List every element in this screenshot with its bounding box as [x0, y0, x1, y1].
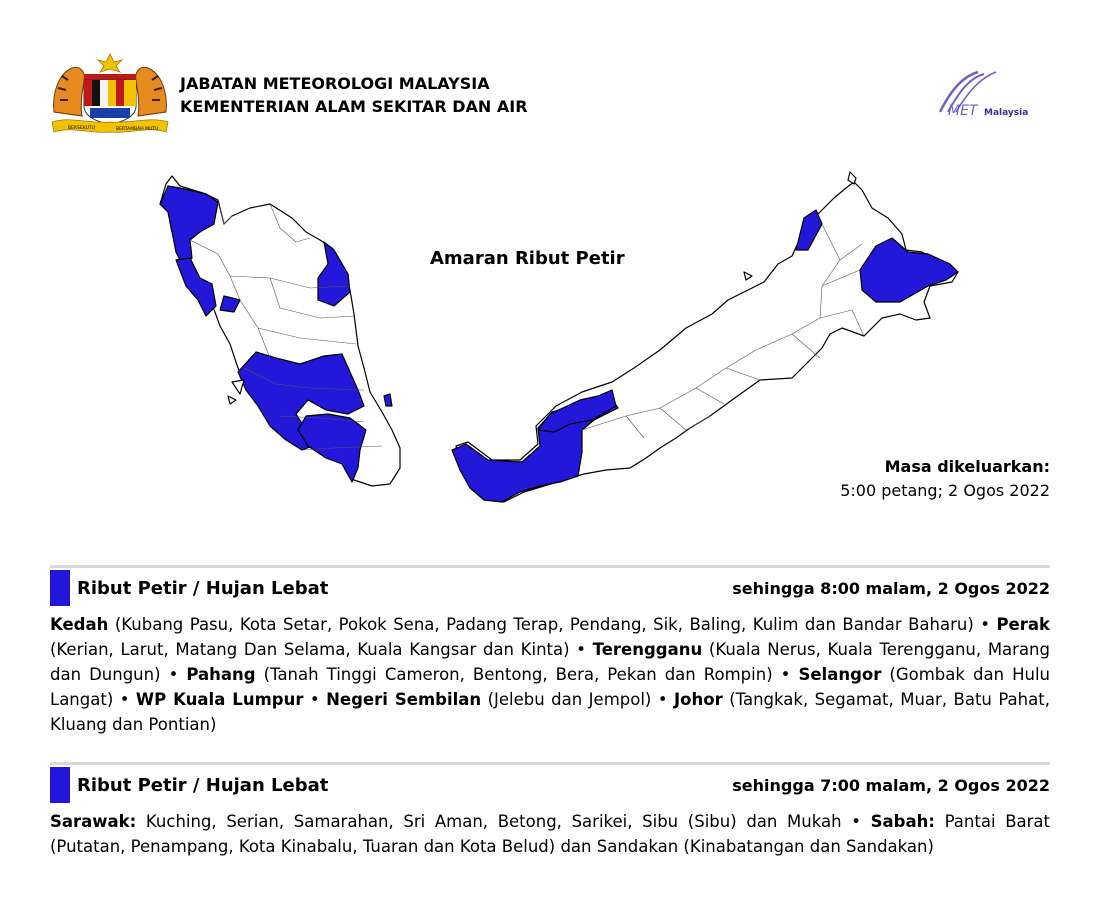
state-name: Negeri Sembilan — [326, 690, 482, 709]
ministry-name: KEMENTERIAN ALAM SEKITAR DAN AIR — [180, 97, 528, 116]
agency-header — [180, 72, 528, 118]
met-logo-text: MET — [948, 103, 978, 119]
state-name: Sabah: — [870, 812, 935, 831]
issued-label: Masa dikeluarkan: — [884, 457, 1050, 476]
met-logo-sub: Malaysia — [984, 108, 1029, 118]
section-header — [50, 767, 1050, 805]
state-name: Pahang — [186, 665, 256, 684]
state-name: Kedah — [50, 615, 109, 634]
district-list: (Tangkak, Segamat, Muar, Batu Pahat, Kluang dan Pontian) — [50, 690, 1050, 734]
section-title: Ribut Petir / Hujan Lebat — [77, 578, 329, 599]
district-list: (Kubang Pasu, Kota Setar, Pokok Sena, Padang Terap, Pendang, Sik, Baling, Kulim dan Bandar Baharu) — [108, 615, 974, 634]
state-name: WP Kuala Lumpur — [135, 690, 304, 709]
crest-motto-left: BERSEKUTU — [68, 126, 95, 131]
section-divider — [50, 762, 1050, 765]
section-header — [50, 570, 1050, 608]
section-accent-bar — [50, 767, 70, 803]
state-name: Terengganu — [592, 640, 703, 659]
state-name: Sarawak: — [50, 812, 137, 831]
section-valid-until: sehingga 8:00 malam, 2 Ogos 2022 — [732, 579, 1050, 598]
district-list: (Gombak dan Hulu Langat) — [50, 665, 1050, 709]
peninsular-malaysia — [160, 176, 400, 486]
section-areas: Kedah (Kubang Pasu, Kota Setar, Pokok Sena, Padang Terap, Pendang, Sik, Baling, Kulim dan Bandar Baharu) • Perak (Kerian, Larut, Matang Dan Selama, Kuala Kangsar dan Kinta) • Terengganu (Kuala Nerus, Kuala Terengganu, Marang dan Dungun) • Pahang (Tanah Tinggi Cameron, Bentong, Bera, Pekan dan Rompin) • Selangor (Gombak dan Hulu Langat) • WP Kuala Lumpur • Negeri Sembilan (Jelebu dan Jempol) • Johor (Tangkak, Segamat, Muar, Batu Pahat, Kluang dan Pontian) — [50, 615, 1050, 734]
section-title: Ribut Petir / Hujan Lebat — [77, 775, 329, 796]
district-list: (Jelebu dan Jempol) — [481, 690, 652, 709]
state-name: Selangor — [798, 665, 882, 684]
section-divider — [50, 565, 1050, 568]
state-name: Johor — [674, 690, 723, 709]
section-areas: Sarawak: Kuching, Serian, Samarahan, Sri Aman, Betong, Sarikei, Sibu (Sibu) dan Mukah • Sabah: Pantai Barat (Putatan, Penampang, Kota Kinabalu, Tuaran dan Kota Belud) dan Sandakan (Kinabatangan dan Sandakan) — [50, 812, 1050, 856]
east-malaysia — [452, 172, 958, 502]
map-title: Amaran Ribut Petir — [430, 248, 625, 269]
district-list: (Tanah Tinggi Cameron, Bentong, Bera, Pekan dan Rompin) — [255, 665, 773, 684]
issued-time-block — [840, 455, 1050, 503]
agency-name: JABATAN METEOROLOGI MALAYSIA — [180, 74, 490, 93]
crest-motto-right: BERTAMBAH MUTU — [116, 127, 159, 132]
district-list: Pantai Barat (Putatan, Penampang, Kota Kinabalu, Tuaran dan Kota Belud) dan Sandakan (Kinabatangan dan Sandakan) — [50, 812, 1050, 856]
section-accent-bar — [50, 570, 70, 606]
district-list: (Kerian, Larut, Matang Dan Selama, Kuala Kangsar dan Kinta) — [50, 640, 570, 659]
sandakan-warning — [860, 238, 958, 302]
warning-section-1 — [50, 565, 1050, 737]
warning-section-2 — [50, 762, 1050, 859]
section-valid-until: sehingga 7:00 malam, 2 Ogos 2022 — [732, 776, 1050, 795]
state-name: Perak — [996, 615, 1050, 634]
coat-of-arms-logo — [50, 52, 170, 136]
district-list: (Kuala Nerus, Kuala Terengganu, Marang dan Dungun) — [50, 640, 1050, 684]
met-malaysia-logo — [934, 68, 1048, 120]
issued-value: 5:00 petang; 2 Ogos 2022 — [840, 481, 1050, 500]
district-list: Kuching, Serian, Samarahan, Sri Aman, Betong, Sarikei, Sibu (Sibu) dan Mukah — [136, 812, 842, 831]
